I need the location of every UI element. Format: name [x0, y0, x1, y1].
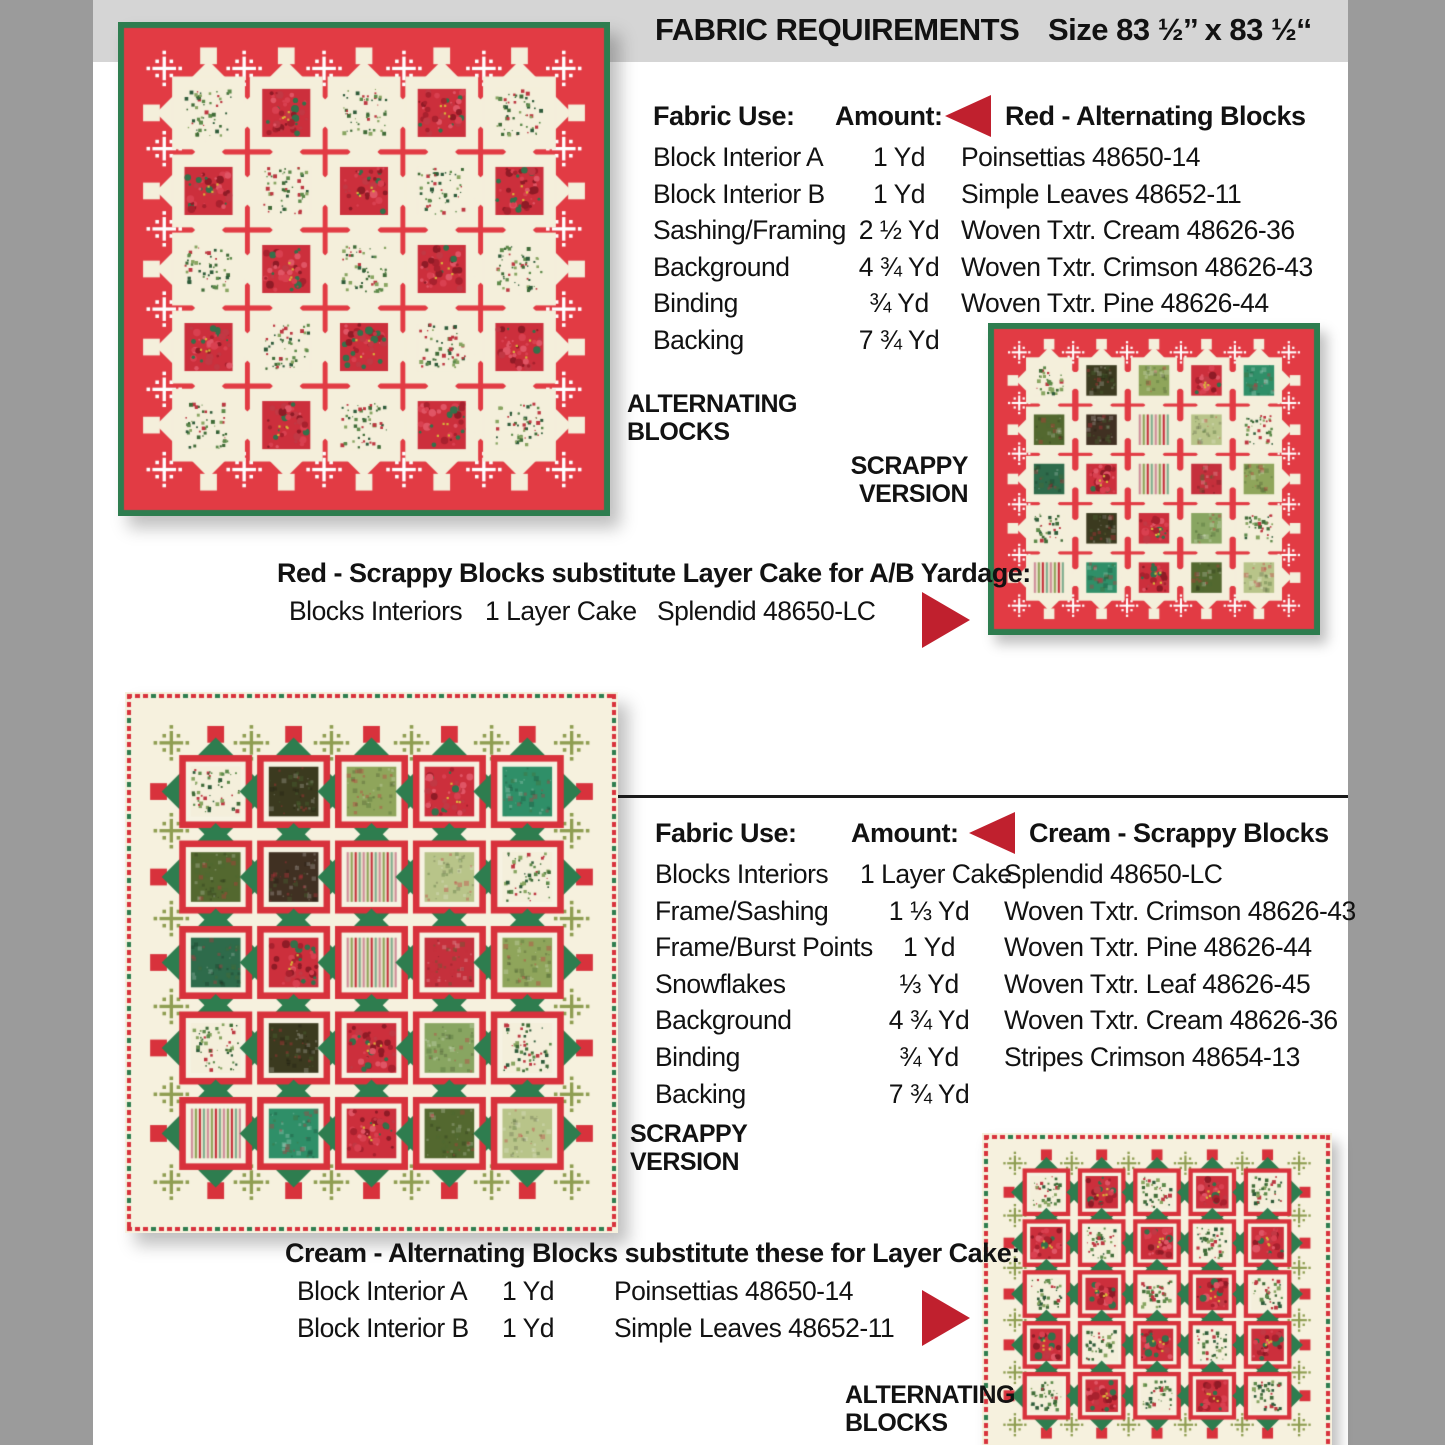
fabric-cell: [998, 1076, 1004, 1113]
fabric-cell: Simple Leaves 48652-11: [961, 178, 1242, 209]
table-row: [655, 966, 1356, 1003]
quilt-size-label: Size 83 ½’’ x 83 ½‘‘: [1048, 12, 1312, 47]
amount-header: Amount:: [851, 817, 959, 848]
table-row: [653, 249, 1313, 286]
amount-cell: 1 Yd: [872, 142, 926, 172]
use-cell: Backing: [655, 1078, 746, 1109]
fabric-cell: Stripes Crimson 48654-13: [1004, 1041, 1300, 1072]
arrow-left-icon: [969, 812, 1015, 854]
use-cell: Sashing/Framing: [653, 215, 846, 246]
use-cell: Binding: [655, 1041, 740, 1072]
substitution-row: [285, 1310, 1020, 1347]
amount-cell: 1 Yd: [902, 932, 956, 963]
table-row: [655, 929, 1356, 966]
fabric-cell: Woven Txtr. Pine 48626-44: [1004, 932, 1312, 963]
amount-cell: 4 ¾ Yd: [858, 251, 940, 282]
red-substitution-block: [277, 558, 1031, 630]
quilt-photo-red-scrappy: [988, 323, 1320, 635]
quilt-photo-cream-scrappy: [125, 692, 618, 1233]
left-gray-margin: [0, 0, 93, 1445]
use-cell: Block Interior A: [297, 1276, 468, 1306]
table-header-row: [655, 810, 1356, 856]
amount-cell: 1 Layer Cake: [485, 596, 637, 626]
use-cell: Block Interior B: [653, 178, 825, 209]
fabric-use-header: Fabric Use:: [655, 817, 797, 848]
table-row: [655, 856, 1356, 893]
alternating-blocks-label: ALTERNATING BLOCKS: [845, 1381, 1015, 1437]
use-cell: Background: [655, 1005, 792, 1036]
variant-label: Red - Alternating Blocks: [1005, 100, 1306, 131]
table-row: [653, 176, 1313, 213]
amount-cell: ¾ Yd: [899, 1041, 959, 1072]
amount-cell: 1 ⅓ Yd: [888, 895, 970, 926]
table-row: [655, 1039, 1356, 1076]
substitution-row: [285, 1273, 1020, 1310]
fabric-cell: Simple Leaves 48652-11: [614, 1312, 895, 1343]
quilt-photo-red-alternating: [118, 22, 610, 516]
substitution-title: Cream - Alternating Blocks substitute these for Layer Cake:: [285, 1238, 1020, 1268]
amount-cell: 1 Yd: [502, 1312, 555, 1343]
fabric-cell: [955, 322, 961, 359]
use-cell: Block Interior A: [653, 142, 824, 172]
amount-cell: ⅓ Yd: [899, 968, 959, 999]
table-row: [653, 322, 1313, 359]
table-row: [655, 893, 1356, 930]
amount-cell: 1 Yd: [502, 1276, 555, 1306]
alternating-blocks-label: ALTERNATING BLOCKS: [627, 390, 797, 446]
table-header-row: [653, 93, 1313, 139]
table-row: [655, 1076, 1356, 1113]
amount-cell: 7 ¾ Yd: [858, 324, 940, 355]
table-row: [653, 285, 1313, 322]
page-title: FABRIC REQUIREMENTS: [655, 12, 1020, 47]
table-row: [653, 212, 1313, 249]
arrow-right-icon: [922, 592, 970, 648]
amount-cell: 1 Layer Cake: [860, 859, 1012, 889]
fabric-cell: Woven Txtr. Pine 48626-44: [961, 288, 1269, 319]
substitution-row: [277, 593, 1031, 630]
scrappy-version-label: SCRAPPY VERSION: [850, 452, 968, 508]
use-cell: Binding: [653, 288, 738, 319]
amount-cell: 2 ½ Yd: [858, 215, 940, 246]
use-cell: Blocks Interiors: [655, 859, 829, 889]
fabric-cell: Splendid 48650-LC: [657, 596, 876, 626]
use-cell: Backing: [653, 324, 744, 355]
use-cell: Blocks Interiors: [289, 596, 463, 626]
cream-substitution-block: [285, 1238, 1020, 1346]
substitution-title: Red - Scrappy Blocks substitute Layer Cake for A/B Yardage:: [277, 558, 1031, 588]
amount-header: Amount:: [835, 100, 943, 131]
fabric-cell: Woven Txtr. Crimson 48626-43: [1004, 895, 1356, 926]
use-cell: Background: [653, 251, 790, 282]
section-divider: [618, 795, 1348, 798]
table-row: [655, 1002, 1356, 1039]
fabric-cell: Poinsettias 48650-14: [961, 142, 1200, 172]
fabric-cell: Splendid 48650-LC: [1004, 859, 1223, 889]
amount-cell: 1 Yd: [872, 178, 926, 209]
arrow-right-icon: [922, 1290, 970, 1346]
cream-fabric-table: [655, 810, 1356, 1112]
use-cell: Snowflakes: [655, 968, 786, 999]
variant-label: Cream - Scrappy Blocks: [1029, 817, 1329, 848]
scrappy-version-label: SCRAPPY VERSION: [630, 1120, 747, 1176]
arrow-left-icon: [945, 95, 991, 137]
fabric-cell: Woven Txtr. Leaf 48626-45: [1004, 968, 1311, 999]
table-row: [653, 139, 1313, 176]
fabric-cell: Woven Txtr. Crimson 48626-43: [961, 251, 1313, 282]
fabric-use-header: Fabric Use:: [653, 100, 795, 131]
amount-cell: 7 ¾ Yd: [888, 1078, 970, 1109]
quilt-photo-cream-alternating: [982, 1133, 1332, 1445]
red-fabric-table: [653, 93, 1313, 359]
fabric-cell: Poinsettias 48650-14: [614, 1276, 853, 1306]
amount-cell: 4 ¾ Yd: [888, 1005, 970, 1036]
use-cell: Frame/Burst Points: [655, 932, 873, 963]
right-gray-margin: [1348, 0, 1445, 1445]
use-cell: Frame/Sashing: [655, 895, 829, 926]
fabric-cell: Woven Txtr. Cream 48626-36: [1004, 1005, 1338, 1036]
fabric-cell: Woven Txtr. Cream 48626-36: [961, 215, 1295, 246]
amount-cell: ¾ Yd: [869, 288, 929, 319]
use-cell: Block Interior B: [297, 1312, 469, 1343]
